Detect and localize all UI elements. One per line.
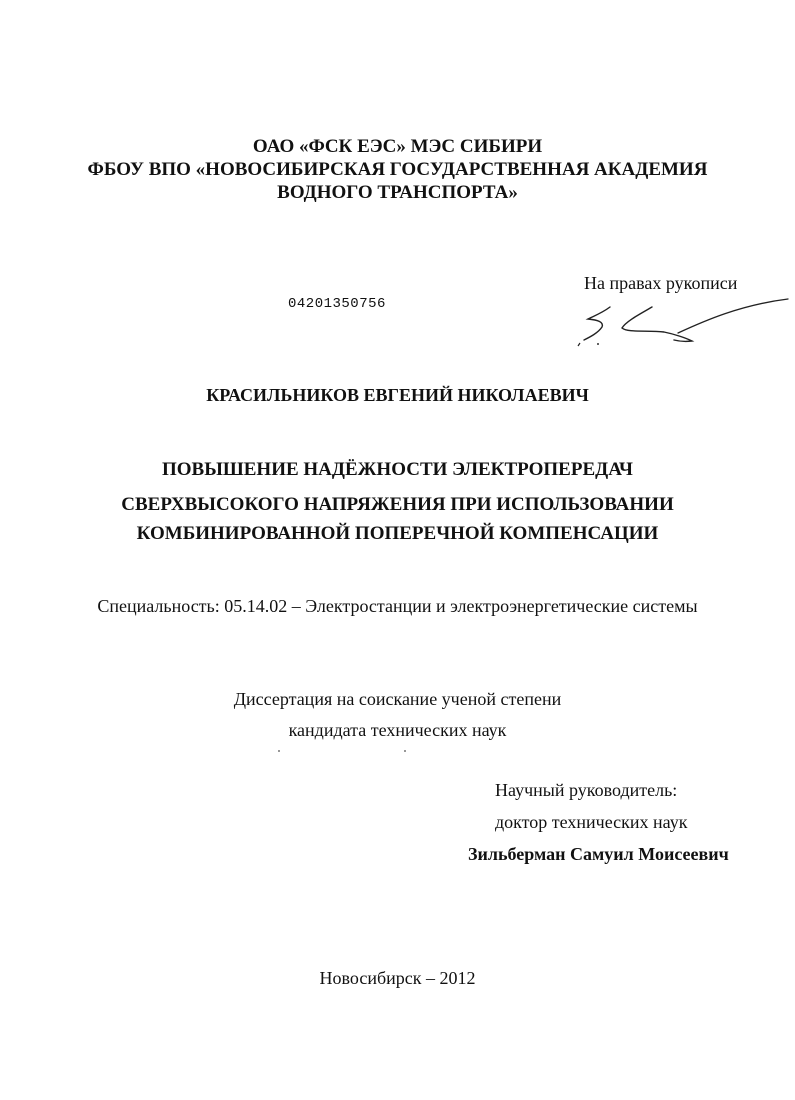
supervisor-degree: доктор технических наук <box>495 812 688 832</box>
manuscript-note: На правах рукописи <box>584 273 738 293</box>
organization-line-2: ФБОУ ВПО «НОВОСИБИРСКАЯ ГОСУДАРСТВЕННАЯ АКАДЕМИЯ <box>87 159 708 180</box>
supervisor-label: Научный руководитель: <box>495 780 678 800</box>
registration-number: 04201350756 <box>288 296 386 312</box>
author-name: КРАСИЛЬНИКОВ ЕВГЕНИЙ НИКОЛАЕВИЧ <box>206 385 589 405</box>
dissertation-title-line-3: КОМБИНИРОВАННОЙ ПОПЕРЕЧНОЙ КОМПЕНСАЦИИ <box>136 523 659 544</box>
scan-speck <box>278 750 280 752</box>
organization-line-1: ОАО «ФСК ЕЭС» МЭС СИБИРИ <box>252 136 543 157</box>
degree-line-2: кандидата технических наук <box>288 720 507 740</box>
degree-line-1: Диссертация на соискание ученой степени <box>233 689 562 709</box>
dissertation-title-line-2: СВЕРХВЫСОКОГО НАПРЯЖЕНИЯ ПРИ ИСПОЛЬЗОВАНИИ <box>121 494 674 515</box>
scan-speck <box>404 750 406 752</box>
dissertation-title-line-1: ПОВЫШЕНИЕ НАДЁЖНОСТИ ЭЛЕКТРОПЕРЕДАЧ <box>162 459 633 480</box>
organization-line-3: ВОДНОГО ТРАНСПОРТА» <box>277 182 518 203</box>
specialty: Специальность: 05.14.02 – Электростанции и электроэнергетические системы <box>97 596 698 616</box>
signature <box>572 293 792 355</box>
city-year: Новосибирск – 2012 <box>319 968 476 988</box>
supervisor-name: Зильберман Самуил Моисеевич <box>468 844 729 864</box>
